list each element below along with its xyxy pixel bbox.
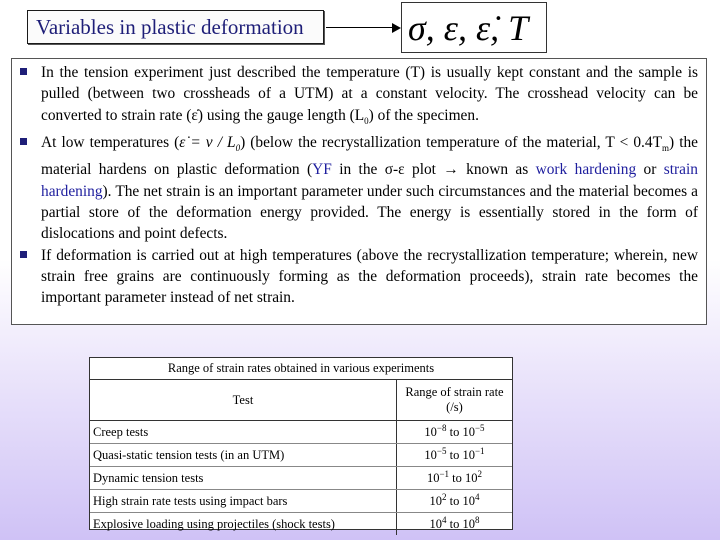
bullet-item <box>20 245 698 309</box>
power-exponent: 2 <box>477 469 483 480</box>
square-bullet-icon <box>20 251 27 258</box>
text-run: 0 <box>364 115 369 126</box>
math-expression: ε̇ = v / L <box>179 133 236 151</box>
bullet-item <box>20 132 698 245</box>
test-name-cell: High strain rate tests using impact bars <box>90 490 397 513</box>
text-run: ) (below the recrystallization temperature of the material, T < 0.4T <box>240 133 662 151</box>
text-run: If deformation is carried out at high temperatures (above the recrystallization temperature; wherein, new strain free grains are continuously forming as the deformation proceeds), strain rate becomes the important parameter instead of net strain. <box>41 246 698 307</box>
power-exponent: −5 <box>474 423 485 434</box>
bullet-text <box>41 134 698 242</box>
arrow-line <box>326 27 394 28</box>
bullet-item <box>20 62 698 132</box>
table-caption: Range of strain rates obtained in various experiments <box>90 358 512 380</box>
bullet-text <box>41 247 698 307</box>
table-row <box>90 444 512 467</box>
power-exponent: −5 <box>436 446 447 457</box>
power-base: 10 <box>426 471 440 486</box>
column-header-test: Test <box>90 380 397 421</box>
highlighted-term: YF <box>312 161 332 179</box>
power-exponent: 8 <box>474 515 480 526</box>
text-run: m <box>662 143 670 154</box>
test-name-cell: Creep tests <box>90 421 397 444</box>
range-connector: to <box>446 517 463 532</box>
table-row <box>90 490 512 513</box>
highlighted-term: work hardening <box>535 161 637 179</box>
range-connector: to <box>446 448 463 463</box>
math-expression: 0 <box>235 143 241 154</box>
power-base: 10 <box>465 471 478 486</box>
power-base: 10 <box>462 517 475 532</box>
bullet-text <box>41 64 698 124</box>
strain-rate-range-cell <box>397 467 513 490</box>
test-name-cell: Explosive loading using projectiles (shock tests) <box>90 513 397 536</box>
power-base: 10 <box>462 425 475 440</box>
table-row <box>90 467 512 490</box>
strain-rate-table <box>89 357 513 530</box>
text-run: ) of the specimen. <box>368 106 479 124</box>
strain-rate-range-cell <box>397 444 513 467</box>
power-exponent: −1 <box>474 446 485 457</box>
power-exponent: −1 <box>439 469 450 480</box>
table-row <box>90 513 512 536</box>
power-base: 10 <box>462 494 475 509</box>
power-base: 10 <box>429 494 442 509</box>
power-base: 10 <box>429 517 442 532</box>
power-exponent: −8 <box>436 423 447 434</box>
power-base: 10 <box>462 448 475 463</box>
slide-title: Variables in plastic deformation <box>27 10 324 44</box>
square-bullet-icon <box>20 68 27 75</box>
table-row <box>90 421 512 444</box>
test-name-cell: Quasi-static tension tests (in an UTM) <box>90 444 397 467</box>
square-bullet-icon <box>20 138 27 145</box>
text-run: or <box>636 161 664 179</box>
power-base: 10 <box>424 425 437 440</box>
range-connector: to <box>449 471 466 486</box>
strain-rate-range-cell <box>397 490 513 513</box>
arrow-head-icon <box>392 23 401 33</box>
text-run: in the σ-ε plot → known as <box>331 161 536 179</box>
strain-rate-range-cell <box>397 421 513 444</box>
power-exponent: 4 <box>474 492 480 503</box>
variable-symbols: σ, ε, ε̇, T <box>401 2 547 53</box>
power-exponent: 4 <box>442 515 447 526</box>
text-run: At low temperatures ( <box>41 133 180 151</box>
highlighted-term: strain hardening <box>41 161 698 200</box>
power-base: 10 <box>424 448 437 463</box>
range-connector: to <box>446 425 463 440</box>
text-run: ). The net strain is an important parameter under such circumstances and the material becomes a partial store of the deformation energy provided. The energy is essentially stored in the form of dislocations and point defects. <box>41 182 698 243</box>
column-header-range: Range of strain rate (/s) <box>397 380 513 421</box>
bullet-list <box>11 58 707 325</box>
test-name-cell: Dynamic tension tests <box>90 467 397 490</box>
text-run: ) the material hardens on plastic deformation ( <box>41 133 698 179</box>
range-connector: to <box>446 494 463 509</box>
power-exponent: 2 <box>442 492 447 503</box>
text-run: In the tension experiment just described the temperature (T) is usually kept constant and the sample is pulled (between two crossheads of a UTM) at a constant velocity. The crosshead velocity can be converted to strain rate (ε̇) using the gauge length (L <box>41 64 698 124</box>
strain-rate-range-cell <box>397 513 513 536</box>
